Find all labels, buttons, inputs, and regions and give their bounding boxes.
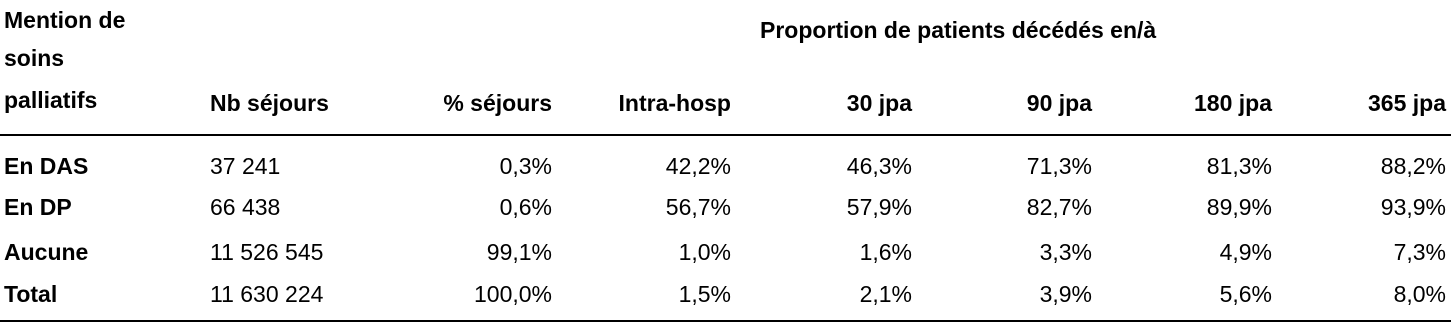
cell-90-jpa: 3,3% xyxy=(1039,239,1092,265)
row-label-en-dp: En DP xyxy=(4,194,72,220)
cell-90-jpa: 82,7% xyxy=(1026,194,1092,220)
header-col-pct-sejours: % séjours xyxy=(443,90,552,116)
header-col-365-jpa: 365 jpa xyxy=(1368,90,1446,116)
cell-365-jpa: 8,0% xyxy=(1393,281,1446,307)
cell-pct-sejours: 0,6% xyxy=(499,194,552,220)
cell-pct-sejours: 100,0% xyxy=(473,281,552,307)
header-col-90-jpa: 90 jpa xyxy=(1026,90,1092,116)
cell-intra-hosp: 42,2% xyxy=(665,153,731,179)
cell-180-jpa: 4,9% xyxy=(1219,239,1272,265)
header-col-intra-hosp: Intra-hosp xyxy=(618,90,731,116)
header-group-label: Proportion de patients décédés en/à xyxy=(760,17,1157,43)
cell-intra-hosp: 56,7% xyxy=(665,194,731,220)
row-label-en-das: En DAS xyxy=(4,153,89,179)
header-col-180-jpa: 180 jpa xyxy=(1194,90,1272,116)
header-divider xyxy=(0,134,1451,136)
cell-365-jpa: 7,3% xyxy=(1393,239,1446,265)
header-first-col-line-1: Mention de xyxy=(4,7,126,33)
cell-365-jpa: 93,9% xyxy=(1380,194,1446,220)
cell-nb-sejours: 37 241 xyxy=(210,153,281,179)
cell-nb-sejours: 66 438 xyxy=(210,194,281,220)
cell-30-jpa: 1,6% xyxy=(859,239,912,265)
row-label-aucune: Aucune xyxy=(4,239,89,265)
header-col-30-jpa: 30 jpa xyxy=(846,90,912,116)
cell-intra-hosp: 1,5% xyxy=(678,281,731,307)
cell-nb-sejours: 11 526 545 xyxy=(210,239,324,265)
cell-nb-sejours: 11 630 224 xyxy=(210,281,324,307)
header-first-col-line-3: palliatifs xyxy=(4,87,98,113)
cell-30-jpa: 57,9% xyxy=(846,194,912,220)
cell-90-jpa: 71,3% xyxy=(1026,153,1092,179)
bottom-divider xyxy=(0,320,1451,322)
cell-pct-sejours: 99,1% xyxy=(486,239,552,265)
cell-90-jpa: 3,9% xyxy=(1039,281,1092,307)
cell-180-jpa: 89,9% xyxy=(1206,194,1272,220)
cell-pct-sejours: 0,3% xyxy=(499,153,552,179)
header-first-col-line-2: soins xyxy=(4,45,65,71)
cell-30-jpa: 46,3% xyxy=(846,153,912,179)
cell-180-jpa: 81,3% xyxy=(1206,153,1272,179)
row-label-total: Total xyxy=(4,281,58,307)
cell-180-jpa: 5,6% xyxy=(1219,281,1272,307)
cell-30-jpa: 2,1% xyxy=(859,281,912,307)
cell-intra-hosp: 1,0% xyxy=(678,239,731,265)
cell-365-jpa: 88,2% xyxy=(1380,153,1446,179)
header-col-nb-sejours: Nb séjours xyxy=(210,90,329,116)
